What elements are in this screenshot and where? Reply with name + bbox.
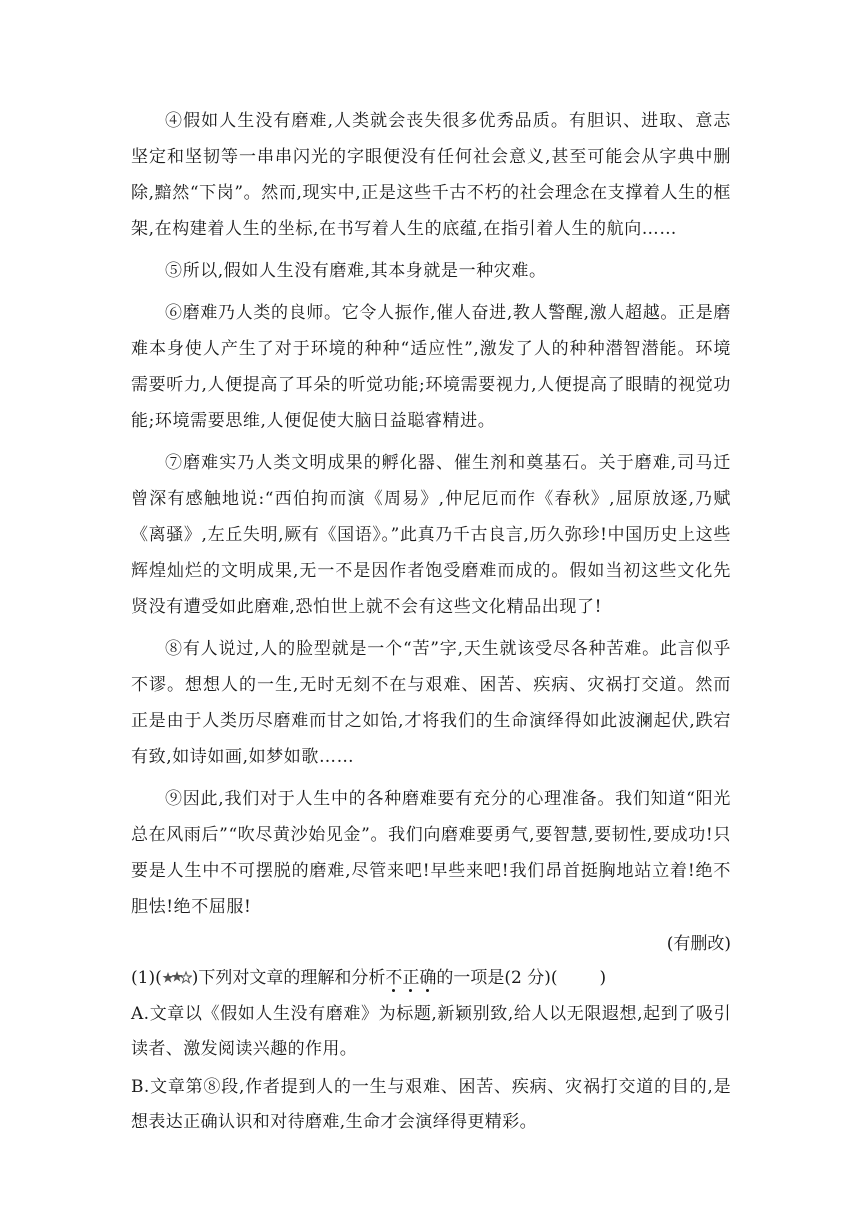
option-b: B.文章第⑧段,作者提到人的一生与艰难、困苦、疾病、灾祸打交道的目的,是想表达正确认识和对待磨难,生命才会演绎得更精彩。	[131, 1077, 731, 1132]
article-body	[131, 103, 731, 1143]
question-1	[131, 961, 731, 997]
emphasis-char-2: 正	[402, 968, 420, 988]
question-close: )	[599, 968, 607, 988]
paragraph-9: ⑨因此,我们对于人生中的各种磨难要有充分的心理准备。我们知道“阳光总在风雨后”“吹尽黄沙始见金”。我们向磨难要勇气,要智慧,要韧性,要成功!只要是人生中不可摆脱的磨难,尽管来吧!早些来吧!我们昂首挺胸地站立着!绝不胆怯!绝不屈服!	[131, 789, 731, 917]
difficulty-stars-icon	[162, 963, 192, 997]
emphasis-char-3: 确	[419, 968, 437, 988]
paragraph-6: ⑥磨难乃人类的良师。它令人振作,催人奋进,教人警醒,激人超越。正是磨难本身使人产生了对于环境的种种“适应性”,激发了人的种种潜智潜能。环境需要听力,人便提高了耳朵的听觉功能;环境需要视力,人便提高了眼睛的视觉功能;环境需要思维,人便促使大脑日益聪睿精进。	[131, 303, 731, 431]
paragraph-5: ⑤所以,假如人生没有磨难,其本身就是一种灾难。	[165, 261, 547, 281]
option-a: A.文章以《假如人生没有磨难》为标题,新颖别致,给人以无限遐想,起到了吸引读者、激发阅读兴趣的作用。	[131, 1004, 731, 1059]
question-tail: 的一项是(2 分)(	[436, 968, 558, 988]
paragraph-7: ⑦磨难实乃人类文明成果的孵化器、催生剂和奠基石。关于磨难,司马迁曾深有感触地说:“西伯拘而演《周易》,仲尼厄而作《春秋》,屈原放逐,乃赋《离骚》,左丘失明,厥有《国语》。”此真乃千古良言,历久弥珍!中国历史上这些辉煌灿烂的文明成果,无一不是因作者饱受磨难而成的。假如当初这些文化先贤没有遭受如此磨难,恐怕世上就不会有这些文化精品出现了!	[131, 453, 731, 617]
question-number: (1)(	[131, 968, 162, 988]
question-stem: )下列对文章的理解和分析	[191, 968, 386, 988]
paragraph-4: ④假如人生没有磨难,人类就会丧失很多优秀品质。有胆识、进取、意志坚定和坚韧等一串串闪光的字眼便没有任何社会意义,甚至可能会从字典中删除,黯然“下岗”。然而,现实中,正是这些千古不朽的社会理念在支撑着人生的框架,在构建着人生的坐标,在书写着人生的底蕴,在指引着人生的航向……	[131, 111, 731, 239]
emphasis-char-1: 不	[385, 968, 403, 988]
paragraph-8: ⑧有人说过,人的脸型就是一个“苦”字,天生就该受尽各种苦难。此言似乎不谬。想想人的一生,无时无刻不在与艰难、困苦、疾病、灾祸打交道。然而正是由于人类历尽磨难而甘之如饴,才将我们的生命演绎得如此波澜起伏,跌宕有致,如诗如画,如梦如歌……	[131, 639, 731, 767]
source-note: (有删改)	[666, 934, 731, 954]
